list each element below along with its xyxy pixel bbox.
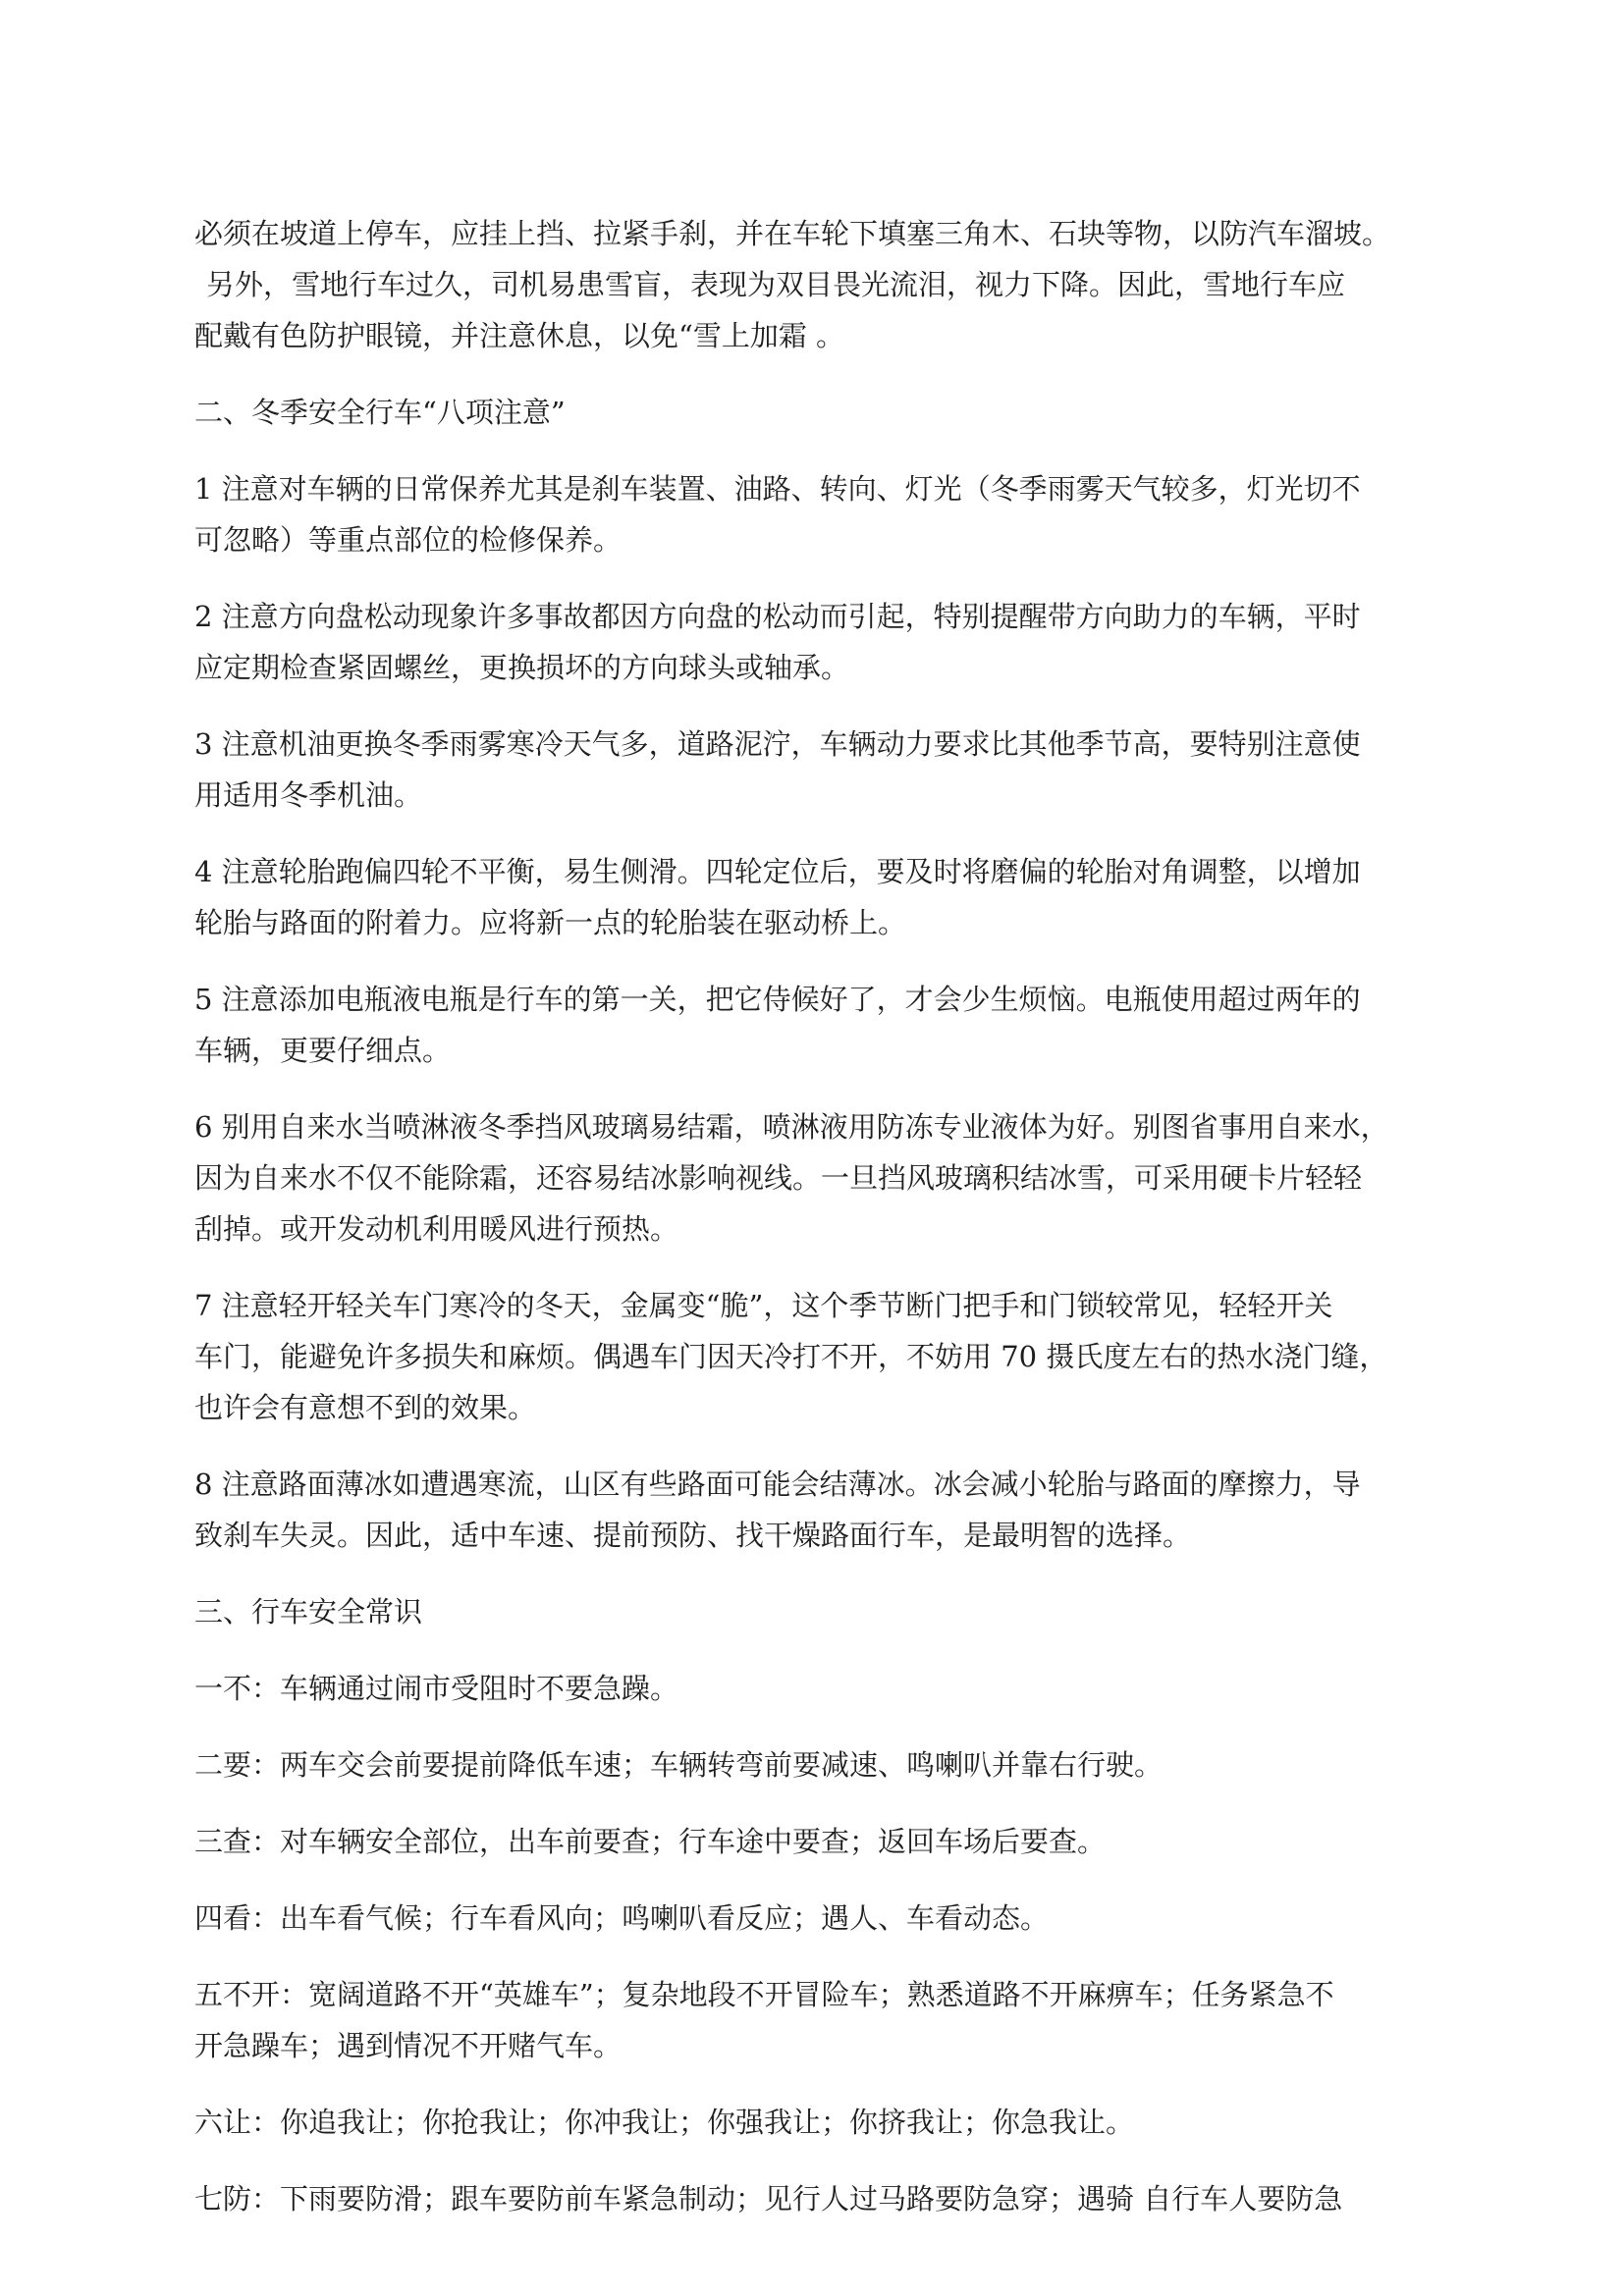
paragraph (194, 1280, 1434, 1433)
paragraph (194, 719, 1434, 821)
text-line: 六让：你追我让；你抢我让；你冲我让；你强我让；你挤我让；你急我让。 (194, 2106, 1135, 2139)
document-body (194, 208, 1434, 2224)
paragraph (194, 846, 1434, 948)
text-line: 二要：两车交会前要提前降低车速；车辆转弯前要减速、鸣喇叭并靠右行驶。 (194, 1748, 1164, 1782)
text-line: 必须在坡道上停车，应挂上挡、拉紧手刹，并在车轮下填塞三角木、石块等物，以防汽车溜坡。 (194, 217, 1391, 250)
paragraph (194, 1893, 1434, 1944)
paragraph (194, 2173, 1434, 2224)
paragraph (194, 1586, 1434, 1637)
text-line: 也许会有意想不到的效果。 (194, 1391, 537, 1424)
text-line: 可忽略）等重点部位的检修保养。 (194, 523, 623, 557)
paragraph (194, 591, 1434, 693)
text-line: 7 注意轻开轻关车门寒冷的冬天，金属变“脆”，这个季节断门把手和门锁较常见，轻轻开关 (194, 1289, 1333, 1322)
paragraph (194, 2097, 1434, 2148)
paragraph (194, 1663, 1434, 1714)
text-line: 一不：车辆通过闹市受阻时不要急躁。 (194, 1672, 679, 1705)
paragraph (194, 463, 1434, 565)
text-line: 因为自来水不仅不能除霜，还容易结冰影响视线。一旦挡风玻璃积结冰雪，可采用硬卡片轻轻 (194, 1161, 1363, 1195)
text-line: 4 注意轮胎跑偏四轮不平衡，易生侧滑。四轮定位后，要及时将磨偏的轮胎对角调整，以增加 (194, 855, 1361, 888)
text-line: 5 注意添加电瓶液电瓶是行车的第一关，把它侍候好了，才会少生烦恼。电瓶使用超过两年的 (194, 983, 1361, 1016)
paragraph (194, 974, 1434, 1076)
paragraph (194, 387, 1434, 438)
text-line: 七防：下雨要防滑；跟车要防前车紧急制动；见行人过马路要防急穿；遇骑 自行车人要防急 (194, 2182, 1343, 2216)
text-line: 四看：出车看气候；行车看风向；鸣喇叭看反应；遇人、车看动态。 (194, 1901, 1050, 1935)
text-line: 车门，能避免许多损失和麻烦。偶遇车门因天冷打不开，不妨用 70 摄氏度左右的热水浇门缝， (194, 1340, 1388, 1373)
text-line: 1 注意对车辆的日常保养尤其是刹车装置、油路、转向、灯光（冬季雨雾天气较多，灯光切不 (194, 472, 1361, 506)
paragraph (194, 1101, 1434, 1255)
text-line: 3 注意机油更换冬季雨雾寒冷天气多，道路泥泞，车辆动力要求比其他季节高，要特别注意使 (194, 727, 1361, 761)
paragraph (194, 1739, 1434, 1790)
paragraph (194, 1969, 1434, 2071)
text-line: 另外，雪地行车过久，司机易患雪盲，表现为双目畏光流泪，视力下降。因此，雪地行车应 (206, 268, 1346, 301)
text-line: 三、行车安全常识 (194, 1595, 423, 1629)
text-line: 应定期检查紧固螺丝，更换损坏的方向球头或轴承。 (194, 651, 850, 684)
text-line: 用适用冬季机油。 (194, 778, 423, 812)
text-line: 2 注意方向盘松动现象许多事故都因方向盘的松动而引起，特别提醒带方向助力的车辆，平时 (194, 600, 1361, 633)
text-line: 轮胎与路面的附着力。应将新一点的轮胎装在驱动桥上。 (194, 906, 907, 939)
text-line: 致刹车失灵。因此，适中车速、提前预防、找干燥路面行车，是最明智的选择。 (194, 1519, 1192, 1552)
paragraph (194, 208, 1434, 361)
text-line: 8 注意路面薄冰如遭遇寒流，山区有些路面可能会结薄冰。冰会减小轮胎与路面的摩擦力，导 (194, 1468, 1361, 1501)
paragraph (194, 1816, 1434, 1867)
text-line: 开急躁车；遇到情况不开赌气车。 (194, 2029, 623, 2062)
text-line: 6 别用自来水当喷淋液冬季挡风玻璃易结霜，喷淋液用防冻专业液体为好。别图省事用自来水， (194, 1110, 1389, 1144)
text-line: 三查：对车辆安全部位，出车前要查；行车途中要查；返回车场后要查。 (194, 1825, 1107, 1858)
text-line: 配戴有色防护眼镜，并注意休息，以免“雪上加霜 。 (194, 319, 845, 352)
text-line: 车辆，更要仔细点。 (194, 1034, 452, 1067)
text-line: 五不开：宽阔道路不开“英雄车”；复杂地段不开冒险车；熟悉道路不开麻痹车；任务紧急不 (194, 1978, 1334, 2011)
text-line: 刮掉。或开发动机利用暖风进行预热。 (194, 1212, 679, 1246)
paragraph (194, 1459, 1434, 1561)
text-line: 二、冬季安全行车“八项注意” (194, 396, 566, 429)
